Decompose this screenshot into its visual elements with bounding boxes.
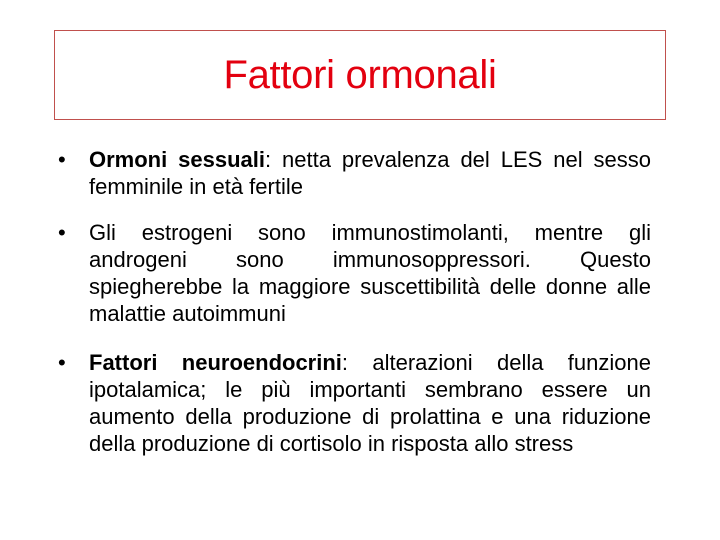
bullet-text: : alterazioni della funzione ipotalamica; le più importanti sembrano essere un aumento della produzione di prolattina e una riduzione della produzione di cortisolo in risposta allo stress (89, 350, 651, 456)
title-box (54, 30, 666, 120)
bullet-list (58, 146, 651, 476)
bullet-item-ormoni-sessuali (58, 146, 651, 200)
bullet-item-fattori-neuroendocrini (58, 349, 651, 457)
bullet-text: : netta prevalenza del LES nel sesso femminile in età fertile (89, 147, 651, 199)
bullet-text: Gli estrogeni sono immunostimolanti, mentre gli androgeni sono immunosoppressori. Questo spiegherebbe la maggiore suscettibilità delle donne alle malattie autoimmuni (89, 220, 651, 326)
bullet-term: Ormoni sessuali (89, 147, 265, 172)
slide-title: Fattori ormonali (223, 53, 497, 97)
bullet-item-estrogeni (58, 219, 651, 327)
bullet-term: Fattori neuroendocrini (89, 350, 342, 375)
